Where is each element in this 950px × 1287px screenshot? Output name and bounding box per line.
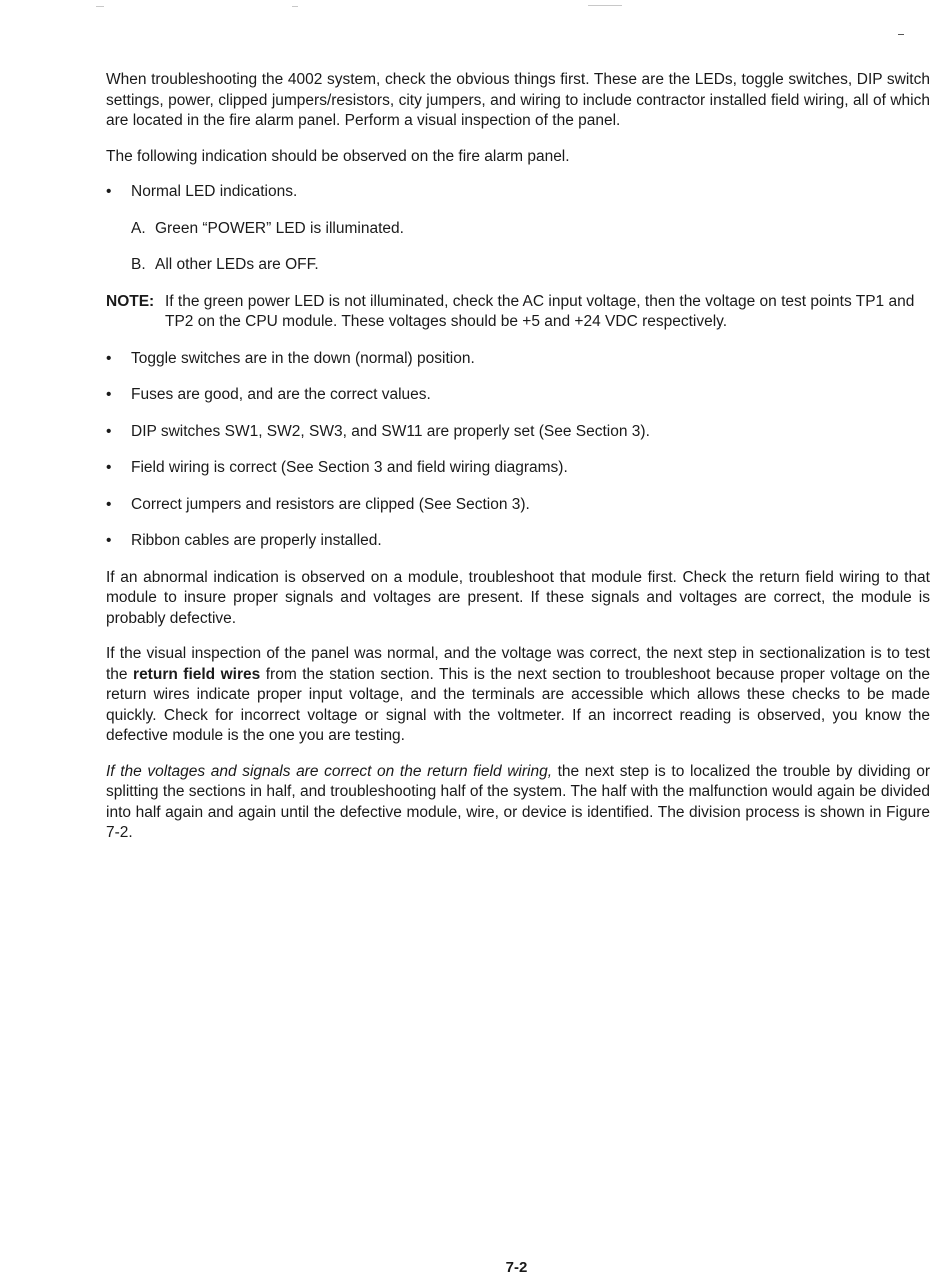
bullet-normal-led (106, 182, 930, 203)
bullet-icon: • (106, 183, 112, 200)
note-block (106, 292, 930, 333)
scan-artifact (96, 6, 104, 7)
note-label: NOTE: (106, 292, 155, 310)
bullet-ribbon-cables (106, 531, 930, 552)
bullet-text: DIP switches SW1, SW2, SW3, and SW11 are properly set (See Section 3). (131, 422, 650, 440)
bullet-toggle-switches (106, 349, 930, 370)
page-number: 7-2 (505, 1259, 528, 1276)
indication-paragraph: The following indication should be observed on the fire alarm panel. (106, 147, 570, 165)
bullet-field-wiring (106, 458, 930, 479)
bullet-text: Field wiring is correct (See Section 3 and field wiring diagrams). (131, 459, 568, 476)
bullet-icon: • (106, 349, 112, 367)
sub-item-letter: B. (131, 256, 146, 273)
sub-item-letter: A. (131, 219, 146, 237)
bullet-jumpers-resistors (106, 495, 930, 516)
abnormal-indication-paragraph: If an abnormal indication is observed on a module, troubleshoot that module first. Check the return field wiring to that module to insure proper signals and voltages are present. If these signals and voltages are correct, the module is probably defective. (106, 568, 930, 627)
visual-text-before: If the visual inspection of the panel was normal, and the voltage was correct, the next step in sectionalization is to test the (106, 645, 930, 683)
division-italic-text: If the voltages and signals are correct on the return field wiring, (106, 762, 553, 780)
return-field-wires-emphasis: return field wires (133, 665, 261, 683)
sub-item-b (106, 255, 930, 276)
visual-inspection-paragraph (106, 644, 930, 747)
bullet-icon: • (106, 495, 112, 513)
bullet-icon: • (106, 532, 112, 549)
bullet-dip-switches (106, 422, 930, 443)
scan-artifact (292, 6, 298, 7)
sub-item-a (106, 219, 930, 240)
note-text: If the green power LED is not illuminated, check the AC input voltage, then the voltage on test points TP1 and TP2 on the CPU module. These voltages should be +5 and +24 VDC respectively. (165, 292, 915, 330)
bullet-icon: • (106, 422, 112, 440)
document-body (106, 70, 930, 859)
bullet-text: Fuses are good, and are the correct values. (131, 386, 431, 403)
bullet-text: Correct jumpers and resistors are clipped (See Section 3). (131, 495, 530, 513)
scan-artifact (898, 34, 904, 35)
intro-paragraph: When troubleshooting the 4002 system, check the obvious things first. These are the LEDs, toggle switches, DIP switch settings, power, clipped jumpers/resistors, city jumpers, and wiring to include contractor installed field wiring, all of which are located in the fire alarm panel. Perform a visual inspection of the panel. (106, 71, 930, 129)
bullet-icon: • (106, 386, 112, 403)
division-paragraph (106, 762, 930, 844)
bullet-text: Ribbon cables are properly installed. (131, 532, 382, 549)
bullet-icon: • (106, 459, 112, 476)
bullet-text: Toggle switches are in the down (normal) position. (131, 349, 475, 367)
bullet-fuses (106, 385, 930, 406)
sub-item-text: Green “POWER” LED is illuminated. (155, 219, 404, 237)
division-text: the next step is to localized the trouble by dividing or splitting the sections in half, and troubleshooting half of the system. The half with the malfunction would again be divided into half again and again until the defective module, wire, or device is identified. The division process is shown in Figure 7-2. (106, 762, 930, 841)
bullet-text: Normal LED indications. (131, 183, 298, 200)
sub-item-text: All other LEDs are OFF. (155, 256, 319, 273)
scan-artifact (588, 5, 622, 6)
visual-text-after: from the station section. This is the next section to troubleshoot because proper voltage on the return wires indicate proper input voltage, and the terminals are accessible which allows these checks to be made quickly. Check for incorrect voltage or signal with the voltmeter. If an incorrect reading is observed, you know the defective module is the one you are testing. (106, 665, 930, 744)
